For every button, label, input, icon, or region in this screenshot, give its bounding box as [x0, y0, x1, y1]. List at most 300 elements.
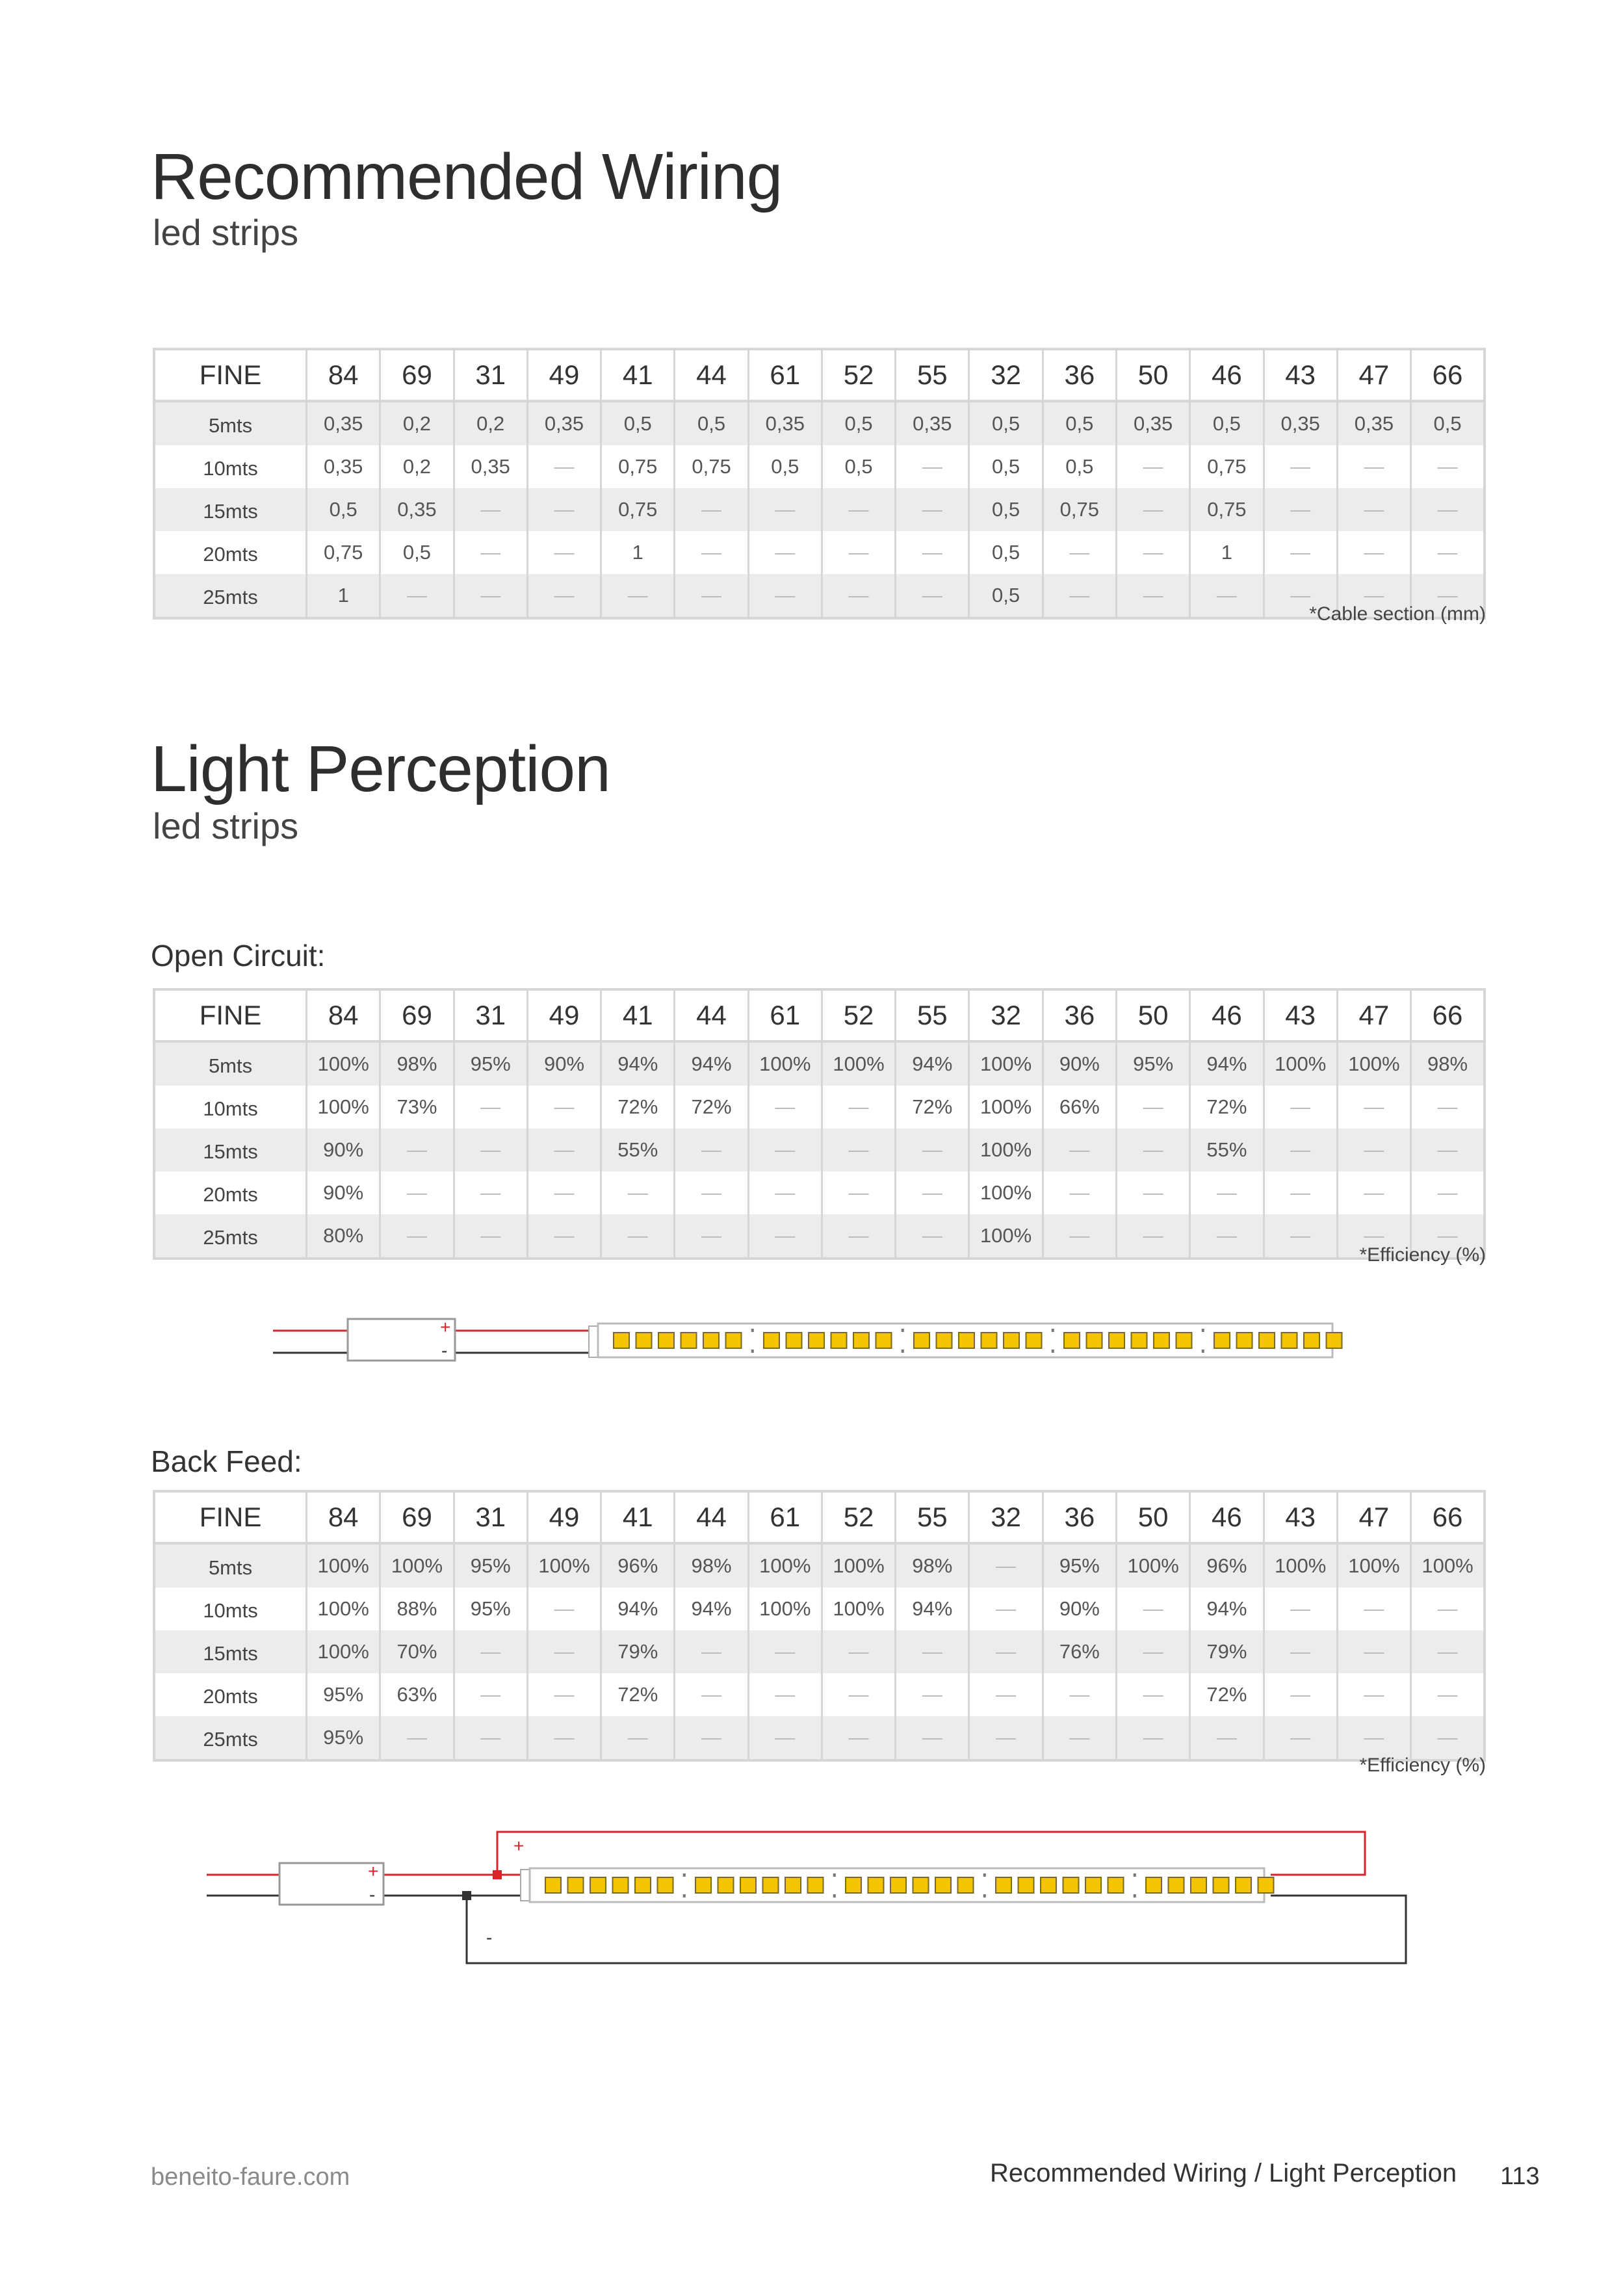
row-length-label: 10mts — [154, 1086, 307, 1128]
back-feed-diagram — [0, 1807, 1623, 2002]
table-cell: — — [1411, 1716, 1485, 1760]
table-cell: 88% — [380, 1587, 454, 1630]
table-cell: — — [675, 1214, 748, 1259]
table-row — [154, 1630, 1485, 1673]
table-row — [154, 1716, 1485, 1760]
back-feed-label: Back Feed: — [151, 1444, 302, 1478]
table-cell: — — [1337, 531, 1410, 574]
led-chip — [726, 1333, 742, 1348]
header-fine: FINE — [154, 1491, 307, 1543]
back-feed-black-node — [462, 1891, 471, 1900]
cut-mark — [683, 1894, 686, 1898]
table-header-row — [154, 1491, 1485, 1543]
led-chip — [785, 1877, 801, 1893]
table-cell: 95% — [454, 1543, 527, 1587]
table-cell: — — [527, 1716, 601, 1760]
led-chip — [1004, 1333, 1019, 1348]
table-cell: — — [1116, 1673, 1189, 1716]
table-cell: — — [1411, 574, 1485, 618]
table-cell: — — [1264, 1716, 1337, 1760]
header-column: 32 — [969, 1491, 1043, 1543]
table-cell: — — [1043, 1214, 1116, 1259]
led-chip — [1258, 1877, 1274, 1893]
table-cell: — — [969, 1543, 1043, 1587]
led-chip — [764, 1333, 779, 1348]
table-cell: — — [896, 1716, 969, 1760]
led-chip — [1327, 1333, 1342, 1348]
table-cell: — — [1337, 1171, 1410, 1214]
cut-mark — [902, 1350, 904, 1353]
table-cell: 0,2 — [380, 401, 454, 445]
table-cell: — — [1337, 445, 1410, 488]
led-chip — [1259, 1333, 1275, 1348]
row-length-label: 15mts — [154, 1630, 307, 1673]
back-feed-table — [153, 1490, 1486, 1762]
led-chip — [890, 1877, 906, 1893]
table-cell: — — [1043, 531, 1116, 574]
led-chip — [658, 1877, 673, 1893]
led-chip — [1191, 1877, 1206, 1893]
table-cell: 72% — [1190, 1673, 1264, 1716]
table-cell: — — [1411, 1673, 1485, 1716]
led-chip — [996, 1877, 1011, 1893]
table-cell: — — [896, 1630, 969, 1673]
table-cell: — — [748, 574, 822, 618]
table-cell: — — [748, 1086, 822, 1128]
table-cell: — — [1190, 574, 1264, 618]
table-cell: — — [1116, 1630, 1189, 1673]
table-cell: 94% — [675, 1587, 748, 1630]
table-cell: 98% — [380, 1041, 454, 1086]
header-column: 52 — [822, 989, 895, 1041]
row-length-label: 10mts — [154, 1587, 307, 1630]
table-cell: — — [1337, 1086, 1410, 1128]
open-circuit-note: *Efficiency (%) — [1359, 1244, 1486, 1266]
table-cell: — — [748, 1630, 822, 1673]
table-cell: — — [601, 574, 675, 618]
table-cell: — — [896, 488, 969, 531]
table-cell: 0,35 — [748, 401, 822, 445]
header-column: 61 — [748, 989, 822, 1041]
header-column: 49 — [527, 349, 601, 401]
table-cell: — — [1411, 445, 1485, 488]
table-cell: — — [454, 1214, 527, 1259]
table-cell: — — [527, 1673, 601, 1716]
table-cell: 66% — [1043, 1086, 1116, 1128]
table-cell: 79% — [601, 1630, 675, 1673]
cut-mark — [1052, 1350, 1054, 1353]
table-cell: — — [380, 1214, 454, 1259]
table-cell: — — [454, 574, 527, 618]
table-cell: — — [822, 1673, 895, 1716]
table-cell: 0,75 — [601, 488, 675, 531]
table-cell: 90% — [1043, 1587, 1116, 1630]
table-cell: — — [454, 1171, 527, 1214]
led-chip — [846, 1877, 861, 1893]
table-cell: 1 — [307, 574, 380, 618]
row-length-label: 5mts — [154, 1543, 307, 1587]
header-column: 61 — [748, 1491, 822, 1543]
led-chip — [1064, 1333, 1080, 1348]
header-column: 47 — [1337, 989, 1410, 1041]
table-cell: — — [1264, 1587, 1337, 1630]
back-feed-strip-endcap — [521, 1870, 530, 1901]
back-feed-minus-sign: - — [369, 1885, 376, 1905]
header-column: 41 — [601, 1491, 675, 1543]
table-cell: 100% — [307, 1630, 380, 1673]
table-cell: 94% — [601, 1587, 675, 1630]
table-cell: — — [1337, 1214, 1410, 1259]
table-cell: 98% — [896, 1543, 969, 1587]
table-cell: 100% — [307, 1041, 380, 1086]
table-cell: — — [380, 1171, 454, 1214]
table-cell: — — [1116, 488, 1189, 531]
row-length-label: 10mts — [154, 445, 307, 488]
table-cell: 100% — [969, 1128, 1043, 1171]
led-chip — [1214, 1877, 1229, 1893]
led-chip — [681, 1333, 697, 1348]
table-cell: 100% — [307, 1086, 380, 1128]
table-cell: — — [1043, 1716, 1116, 1760]
table-cell: 94% — [1190, 1041, 1264, 1086]
cut-mark — [833, 1894, 836, 1898]
table-cell: — — [1411, 1630, 1485, 1673]
led-chip — [1176, 1333, 1192, 1348]
header-column: 69 — [380, 349, 454, 401]
table-cell: 72% — [1190, 1086, 1264, 1128]
led-chip — [937, 1333, 952, 1348]
row-length-label: 20mts — [154, 1171, 307, 1214]
led-chip — [695, 1877, 711, 1893]
cut-mark — [683, 1873, 686, 1877]
cut-mark — [983, 1894, 986, 1898]
row-length-label: 5mts — [154, 1041, 307, 1086]
open-circuit-minus-sign: - — [441, 1340, 448, 1361]
table-cell: — — [1190, 1214, 1264, 1259]
cut-mark — [902, 1329, 904, 1332]
back-feed-red-node — [493, 1870, 502, 1879]
led-chip — [876, 1333, 892, 1348]
table-cell: 0,5 — [748, 445, 822, 488]
table-cell: — — [1264, 1214, 1337, 1259]
table-cell: 0,5 — [822, 445, 895, 488]
header-column: 46 — [1190, 989, 1264, 1041]
table-cell: — — [896, 574, 969, 618]
table-cell: 90% — [527, 1041, 601, 1086]
table-cell: 100% — [1337, 1543, 1410, 1587]
table-cell: — — [1116, 1171, 1189, 1214]
table-cell: 94% — [1190, 1587, 1264, 1630]
led-chip — [1109, 1333, 1124, 1348]
open-circuit-plus-sign: + — [440, 1317, 451, 1337]
table-cell: — — [527, 574, 601, 618]
header-column: 31 — [454, 349, 527, 401]
table-cell: 98% — [675, 1543, 748, 1587]
table-cell: 0,35 — [454, 445, 527, 488]
table-cell: 100% — [1411, 1543, 1485, 1587]
wiring-note: *Cable section (mm) — [1309, 603, 1486, 625]
table-cell: 100% — [1116, 1543, 1189, 1587]
table-cell: — — [1116, 1716, 1189, 1760]
table-cell: — — [1190, 1171, 1264, 1214]
table-cell: 0,2 — [380, 445, 454, 488]
table-cell: — — [1264, 488, 1337, 531]
table-cell: — — [380, 1716, 454, 1760]
table-cell: — — [1043, 1128, 1116, 1171]
back-feed-loop-minus-sign: - — [486, 1927, 493, 1948]
table-cell: — — [1264, 531, 1337, 574]
table-cell: 90% — [1043, 1041, 1116, 1086]
led-chip — [1154, 1333, 1169, 1348]
table-cell: 0,5 — [1190, 401, 1264, 445]
table-cell: 100% — [748, 1543, 822, 1587]
table-row — [154, 1673, 1485, 1716]
led-chip — [853, 1333, 869, 1348]
table-cell: — — [1337, 488, 1410, 531]
table-cell: — — [969, 1630, 1043, 1673]
footer-website[interactable]: beneito-faure.com — [151, 2163, 350, 2191]
table-cell: — — [1337, 574, 1410, 618]
table-cell: 0,2 — [454, 401, 527, 445]
led-chip — [1063, 1877, 1079, 1893]
header-column: 46 — [1190, 1491, 1264, 1543]
table-cell: 0,5 — [380, 531, 454, 574]
table-cell: — — [822, 1214, 895, 1259]
table-cell: 0,35 — [1264, 401, 1337, 445]
led-chip — [545, 1877, 561, 1893]
table-cell: — — [1411, 1086, 1485, 1128]
table-cell: — — [1043, 1171, 1116, 1214]
table-cell: 0,75 — [601, 445, 675, 488]
header-column: 49 — [527, 989, 601, 1041]
led-chip — [1169, 1877, 1184, 1893]
table-cell: — — [601, 1171, 675, 1214]
table-cell: 0,5 — [969, 401, 1043, 445]
table-cell: — — [822, 1630, 895, 1673]
led-chip — [981, 1333, 997, 1348]
row-length-label: 25mts — [154, 1716, 307, 1760]
table-cell: — — [1337, 1673, 1410, 1716]
header-column: 84 — [307, 349, 380, 401]
table-cell: — — [822, 1086, 895, 1128]
header-column: 44 — [675, 989, 748, 1041]
led-chip — [1026, 1333, 1042, 1348]
table-cell: — — [675, 531, 748, 574]
table-row — [154, 1543, 1485, 1587]
table-cell: — — [1337, 1587, 1410, 1630]
open-circuit-connector — [348, 1319, 455, 1361]
table-cell: — — [675, 1630, 748, 1673]
led-chip — [1132, 1333, 1147, 1348]
header-column: 84 — [307, 989, 380, 1041]
row-length-label: 20mts — [154, 531, 307, 574]
row-length-label: 15mts — [154, 1128, 307, 1171]
table-cell: — — [822, 1716, 895, 1760]
table-cell: 1 — [1190, 531, 1264, 574]
header-column: 66 — [1411, 989, 1485, 1041]
led-chip — [1146, 1877, 1162, 1893]
table-cell: 0,5 — [307, 488, 380, 531]
table-cell: 95% — [307, 1673, 380, 1716]
table-cell: 0,75 — [1190, 488, 1264, 531]
table-cell: — — [896, 1171, 969, 1214]
table-cell: — — [1264, 1086, 1337, 1128]
table-cell: — — [454, 1128, 527, 1171]
table-cell: 0,75 — [675, 445, 748, 488]
table-cell: — — [527, 531, 601, 574]
table-cell: — — [1116, 445, 1189, 488]
table-cell: — — [675, 1128, 748, 1171]
table-cell: 55% — [1190, 1128, 1264, 1171]
table-cell: — — [675, 1716, 748, 1760]
table-cell: — — [1264, 445, 1337, 488]
led-chip — [1108, 1877, 1124, 1893]
table-cell: 0,35 — [380, 488, 454, 531]
led-chip — [590, 1877, 606, 1893]
table-cell: 100% — [822, 1041, 895, 1086]
footer-section-title: Recommended Wiring / Light Perception — [990, 2159, 1457, 2187]
table-cell: — — [454, 488, 527, 531]
table-cell: 96% — [1190, 1543, 1264, 1587]
header-column: 50 — [1116, 989, 1189, 1041]
perception-subtitle: led strips — [153, 805, 299, 846]
led-chip — [913, 1877, 929, 1893]
header-fine: FINE — [154, 349, 307, 401]
table-cell: 100% — [969, 1086, 1043, 1128]
table-cell: 100% — [748, 1587, 822, 1630]
table-cell: — — [1411, 1128, 1485, 1171]
header-column: 32 — [969, 349, 1043, 401]
header-column: 47 — [1337, 349, 1410, 401]
table-cell: 100% — [822, 1587, 895, 1630]
cut-mark — [1202, 1350, 1204, 1353]
table-cell: — — [454, 1673, 527, 1716]
table-cell: — — [748, 531, 822, 574]
open-circuit-strip-endcap — [589, 1326, 598, 1357]
table-cell: — — [822, 1128, 895, 1171]
table-cell: 0,35 — [527, 401, 601, 445]
led-chip — [914, 1333, 929, 1348]
table-cell: — — [1043, 1673, 1116, 1716]
table-cell: — — [896, 445, 969, 488]
table-cell: — — [822, 1171, 895, 1214]
table-cell: 1 — [601, 531, 675, 574]
table-cell: 100% — [969, 1171, 1043, 1214]
table-cell: 72% — [601, 1086, 675, 1128]
table-cell: 0,5 — [1411, 401, 1485, 445]
table-cell: — — [1264, 1128, 1337, 1171]
header-column: 55 — [896, 989, 969, 1041]
cut-mark — [983, 1873, 986, 1877]
table-cell: — — [380, 1128, 454, 1171]
table-cell: 90% — [307, 1171, 380, 1214]
header-column: 47 — [1337, 1491, 1410, 1543]
table-cell: — — [527, 1171, 601, 1214]
header-column: 52 — [822, 349, 895, 401]
led-chip — [1041, 1877, 1056, 1893]
table-cell: — — [675, 488, 748, 531]
table-cell: 63% — [380, 1673, 454, 1716]
table-cell: — — [1337, 1630, 1410, 1673]
table-cell: — — [527, 488, 601, 531]
led-chip — [763, 1877, 779, 1893]
table-cell: 0,5 — [1043, 445, 1116, 488]
header-column: 66 — [1411, 1491, 1485, 1543]
led-chip — [1087, 1333, 1102, 1348]
table-cell: — — [527, 1587, 601, 1630]
led-chip — [1214, 1333, 1230, 1348]
header-column: 43 — [1264, 989, 1337, 1041]
table-cell: 0,5 — [969, 445, 1043, 488]
table-cell: 95% — [1116, 1041, 1189, 1086]
table-cell: 0,75 — [1190, 445, 1264, 488]
table-cell: 100% — [1337, 1041, 1410, 1086]
header-column: 69 — [380, 1491, 454, 1543]
table-cell: — — [454, 1086, 527, 1128]
led-chip — [1019, 1877, 1034, 1893]
led-chip — [636, 1333, 652, 1348]
wiring-subtitle: led strips — [153, 212, 299, 253]
table-cell: — — [454, 1716, 527, 1760]
table-cell: 95% — [454, 1041, 527, 1086]
header-column: 44 — [675, 1491, 748, 1543]
table-cell: 70% — [380, 1630, 454, 1673]
table-cell: — — [1264, 574, 1337, 618]
cut-mark — [751, 1350, 754, 1353]
table-cell: 100% — [527, 1543, 601, 1587]
back-feed-loop-plus-sign: + — [513, 1836, 525, 1856]
back-feed-led-strip — [530, 1868, 1274, 1902]
perception-title: Light Perception — [151, 733, 610, 805]
table-cell: 100% — [307, 1543, 380, 1587]
header-column: 41 — [601, 349, 675, 401]
header-column: 32 — [969, 989, 1043, 1041]
table-cell: — — [1411, 488, 1485, 531]
table-cell: 80% — [307, 1214, 380, 1259]
table-cell: 0,5 — [969, 488, 1043, 531]
table-cell: — — [748, 1716, 822, 1760]
header-column: 43 — [1264, 349, 1337, 401]
header-fine: FINE — [154, 989, 307, 1041]
led-chip — [786, 1333, 802, 1348]
table-cell: — — [1411, 1171, 1485, 1214]
table-cell: — — [748, 1214, 822, 1259]
table-cell: 76% — [1043, 1630, 1116, 1673]
led-chip — [1282, 1333, 1297, 1348]
table-cell: 72% — [896, 1086, 969, 1128]
table-cell: 100% — [1264, 1041, 1337, 1086]
table-cell: 95% — [307, 1716, 380, 1760]
led-chip — [703, 1333, 719, 1348]
table-cell: — — [527, 1086, 601, 1128]
table-cell: — — [601, 1716, 675, 1760]
row-length-label: 5mts — [154, 401, 307, 445]
table-cell: 73% — [380, 1086, 454, 1128]
table-cell: — — [1411, 531, 1485, 574]
header-column: 55 — [896, 1491, 969, 1543]
header-column: 36 — [1043, 1491, 1116, 1543]
table-cell: 95% — [1043, 1543, 1116, 1587]
table-cell: 100% — [380, 1543, 454, 1587]
led-chip — [1237, 1333, 1253, 1348]
table-cell: 96% — [601, 1543, 675, 1587]
led-chip — [1236, 1877, 1251, 1893]
table-cell: — — [1264, 1673, 1337, 1716]
table-cell: 94% — [896, 1587, 969, 1630]
led-chip — [658, 1333, 674, 1348]
cut-mark — [1134, 1894, 1136, 1898]
row-length-label: 25mts — [154, 574, 307, 618]
